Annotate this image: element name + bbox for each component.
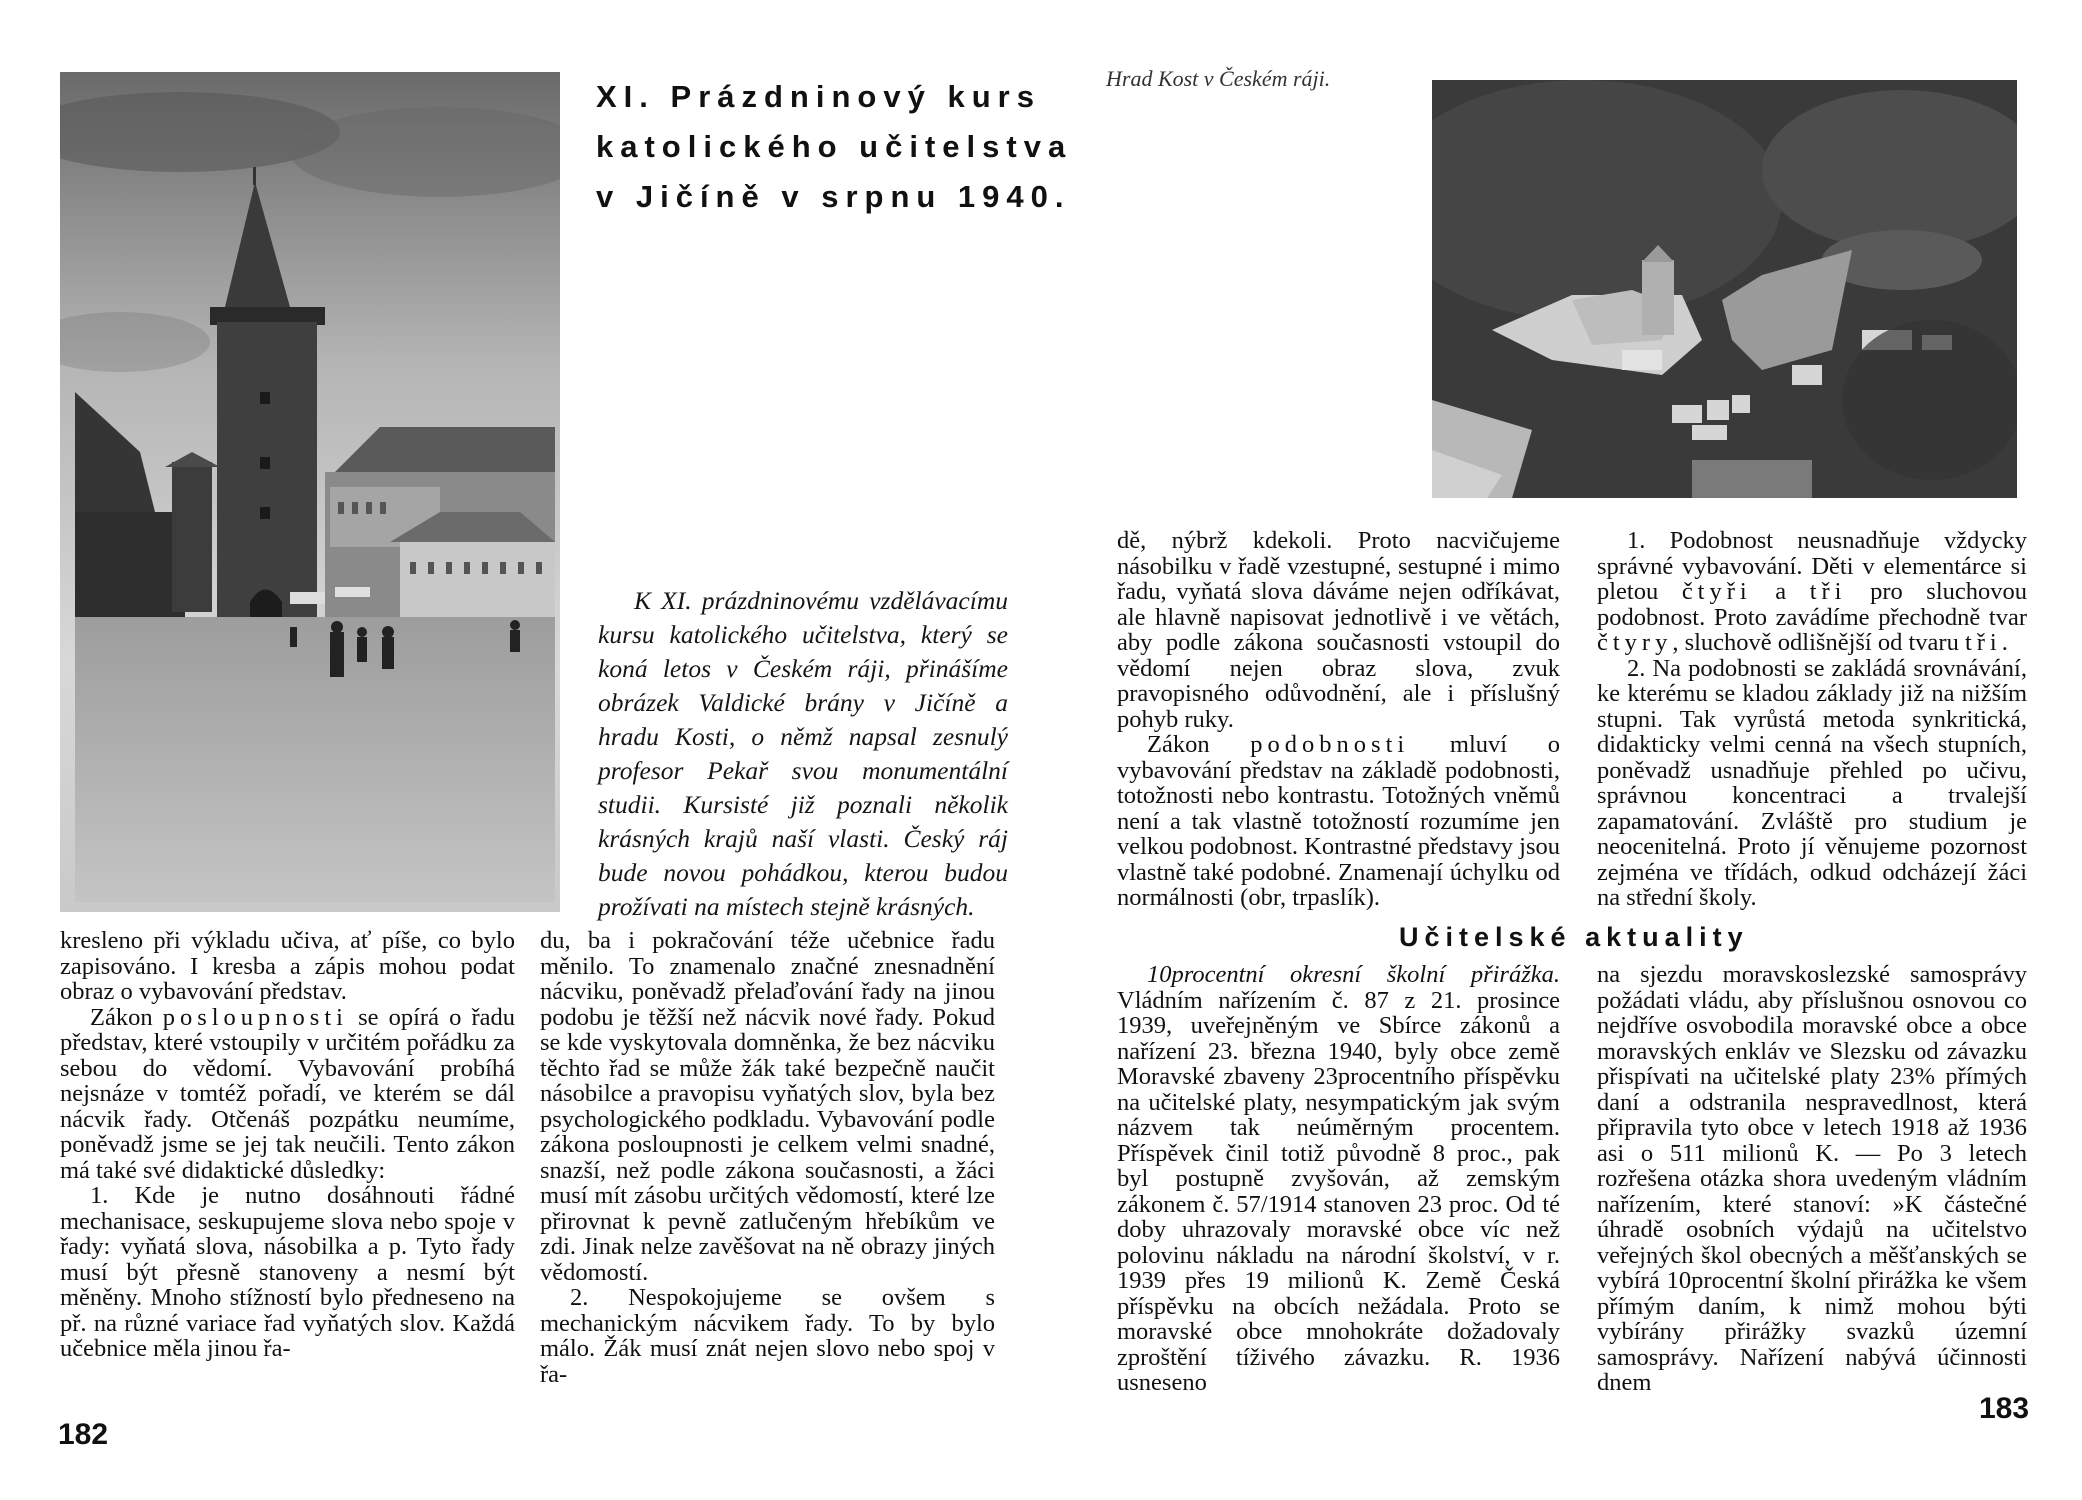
text-run: , sluchově odlišnější od tvaru [1672, 629, 1965, 656]
text-run: 1. Podobnost neusnadňuje vždycky správné vybavování. Děti v elementárce si pletou [1597, 527, 2027, 605]
paragraph: dě, nýbrž kdekoli. Proto nacvičujeme násobilku v řadě vzestupné, sestupné i mimo řadu, vyňatá slova dáváme nejen odříkávat, ale hlavně napisovat jednotlivě i ve větách, aby podle zákona současnosti vstoupil do vědomí nejen obraz slova, zvuk pravopisného odůvodnění, ale i příslušný pohyb ruky. [1117, 527, 1560, 733]
emphasis-term: podobnosti [1250, 731, 1410, 758]
text-run: Vládním nařízením č. 87 z 21. prosince 1939, uveřejněným ve Sbírce zákonů a nařízení 23. března 1940, byly obce země Moravské zbaveny 23procentního příspěvku na učitelské platy, nesympatickým jak svým názvem tak neúměrným procentem. Příspěvek činil totiž původně 8 proc., pak byl postupně zvyšován, až zemským zákonem č. 57/1914 stanoven 23 proc. Od té doby uhrazovaly moravské obce víc než polovinu nákladu na národní školství, v r. 1939 přes 19 milionů K. Země Česká příspěvku na obcích nežádala. Proto se moravské obce mnohokráte dožadovaly zproštění tíživého závazku. R. 1936 usneseno [1117, 986, 1560, 1396]
paragraph [1597, 528, 2027, 656]
paragraph: du, ba i pokračování téže učebnice řadu měnilo. To znamenalo značné znesnadnění nácviku, poněvadž přelaďování řady na jinou podobu je těžší než nácvik nové řady. Pokud se kde vyskytovala domněnka, že bez nácviku těchto řad se může žák také bezpečně naučit násobilce a pravopisu vyňatých slov, byla bez psychologického podkladu. Vybavování podle zákona posloupnosti je celkem velmi snadné, snazší, než podle zákona současnosti, a žáci musí mít zásobu určitých vědomostí, které lze přirovnat k pevně zatlučeným hřebíkům ve zdi. Jinak nelze zavěšovat na ně obrazy jiných vědomostí. [540, 927, 995, 1286]
headline-line-3: v Jičíně v srpnu 1940. [596, 179, 1071, 214]
left-column-1 [60, 928, 515, 1362]
section-column-1 [1117, 962, 1560, 1396]
page-number-left: 182 [58, 1418, 109, 1451]
right-column-2 [1597, 528, 2027, 911]
emphasis-term: čtyři [1681, 578, 1752, 605]
castle-aerial-photo-icon [1432, 80, 2017, 498]
page-number-right: 183 [1979, 1392, 2030, 1425]
emphasis-term: posloupnosti [162, 1003, 348, 1031]
paragraph-law-of-similarity [1117, 732, 1560, 911]
photo-valdicka-gate [60, 72, 560, 912]
photo-caption-intro [598, 584, 1008, 924]
text-run: se opírá o řadu představ, které vstoupily v určitém pořádku za sebou do vědomí. Vybavování probíhá nejsnáze v tomtéž pořadí, ve kterém se dál nácvik řady. Otčenáš pozpátku neumíme, poněvadž jsme se jej tak neučili. Tento zákon má také své didaktické důsledky: [60, 1003, 515, 1184]
news-item [1117, 962, 1560, 1396]
paragraph-law-of-sequence [60, 1005, 515, 1184]
emphasis-term: tři [1809, 578, 1847, 605]
text-run: a [1751, 578, 1810, 605]
emphasis-term: čtyry [1597, 629, 1673, 656]
section-title-ucitelske-aktuality: Učitelské aktuality [1399, 922, 1749, 952]
town-gate-photo-icon [60, 72, 560, 912]
text-run: . [2001, 629, 2008, 656]
right-column-1 [1117, 528, 1560, 911]
news-item-title: 10procentní okresní školní přirážka. [1147, 961, 1560, 988]
text-run: Zákon [90, 1003, 163, 1031]
left-column-2 [540, 928, 995, 1387]
text-run: pro sluchovou podobnost. Proto zavádíme přechodně tvar [1597, 578, 2027, 631]
paragraph: 2. Na podobnosti se zakládá srovnávání, ke kterému se kladou základy již na nižším stupni. Tak vyrůstá metoda synkritická, didakticky velmi cenná na všech stupních, poněvadž usnadňuje přehled po učivu, správnou koncentraci a trvalejší zapamatování. Zvláště pro studium je neocenitelná. Proto jí věnujeme pozornost zejména ve třídách, odkud odcházejí žáci na střední školy. [1597, 654, 2027, 911]
article-headline [596, 72, 1072, 222]
caption-text: K XI. prázdninovému vzdělávacímu kursu katolického učitelstva, který se koná letos v Českém ráji, přinášíme obrázek Valdické brány v Jičíně a hradu Kosti, o němž napsal zesnulý profesor Pekař svou monumentální studii. Kursisté již poznali několik krásných krajů naší vlasti. Český ráj bude novou pohádkou, kterou budou prožívati na místech stejně krásných. [598, 586, 1008, 921]
text-run: mluví o vybavování představ na základě podobnosti, totožnosti nebo kontrastu. Totožných vněmů není a tak vlastně totožností rozumíme jen velkou podobnost. Kontrastné představy jsou vlastně také podobné. Znamenají úchylku od normálnosti (obr, trpaslík). [1117, 731, 1561, 911]
right-page [1041, 0, 2082, 1500]
paragraph: na sjezdu moravskoslezské samosprávy požádati vládu, aby příslušnou osnovou co nejdříve osvobodila moravské obce a obce moravských enkláv ve Slezsku od závazku přispívati na učitelské platy 23% přímých daní a odstranila nespravedlnost, která připravila tyto obce v letech 1918 až 1936 asi o 511 milionů K. — Po 3 letech rozřešena otázka shora uvedeným vládním nařízením, které stanoví: »K částečné úhradě osobních výdajů na učitelstvo veřejných škol obecných a měšťanských se vybírá 10procentní školní přirážka ke všem přímým daním, k nimž mohou býti vybírány přirážky svazků územní samosprávy. Nařízení nabývá účinnosti dnem [1597, 961, 2027, 1396]
headline-line-2: katolického učitelstva [596, 129, 1073, 164]
text-run: Zákon [1147, 731, 1251, 758]
emphasis-term: tři [1964, 629, 2002, 656]
headline-line-1: XI. Prázdninový kurs [596, 79, 1041, 114]
paragraph: kresleno při výkladu učiva, ať píše, co bylo zapisováno. I kresba a zápis mohou podat obraz o vybavování představ. [60, 927, 515, 1005]
paragraph: 1. Kde je nutno dosáhnouti řádné mechanisace, seskupujeme slova nebo spoje v řady: vyňatá slova, násobilka a p. Tyto řady musí být přesně stanoveny a nesmí být měněny. Mnoho stížností bylo předneseno na př. na různé variace řad vyňatých slov. Každá učebnice měla jinou řa- [60, 1182, 515, 1362]
section-column-2 [1597, 962, 2027, 1396]
paragraph: 2. Nespokojujeme se ovšem s mechanickým nácvikem řady. To by bylo málo. Žák musí znát nejen slovo nebo spoj v řa- [540, 1284, 995, 1388]
photo-hrad-kost [1432, 80, 2017, 498]
photo-caption-kost: Hrad Kost v Českém ráji. [1106, 66, 1331, 91]
